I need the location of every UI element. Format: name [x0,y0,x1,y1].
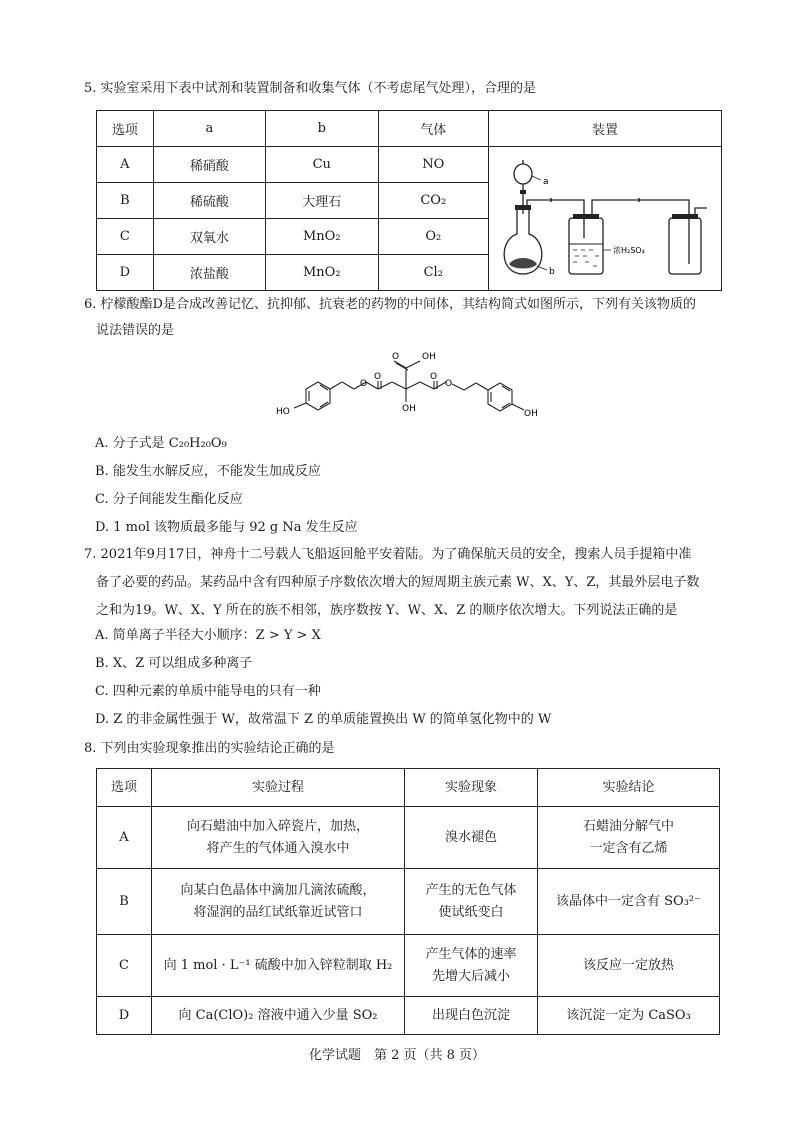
q5-cell-gas: NO [378,147,488,183]
table-row [97,869,720,935]
q5-header-a: a [153,111,265,147]
label-center-oh: OH [402,404,416,414]
q5-cell-option: D [97,255,154,291]
q8-procedure-line1: 向石蜡油中加入碎瓷片，加热， [186,818,369,834]
svg-text:O: O [445,379,453,389]
q6-stem-line1: 6. 柠檬酸酯D是合成改善记忆、抗抑郁、抗衰老的药物的中间体，其结构简式如图所示，下列有关该物质的 [84,297,696,312]
q8-conclusion-line2: 一定含有乙烯 [589,840,668,856]
label-right-oh: OH [524,409,538,419]
q5-cell-b: Cu [266,147,379,183]
q5-cell-gas: Cl₂ [378,255,488,291]
label-conc-sulfuric-acid: 浓H₂SO₄ [613,245,645,255]
svg-text:O: O [430,372,438,382]
svg-text:O: O [374,372,382,382]
q8-cell-conclusion: 该晶体中一定含有 SO₃²⁻ [538,869,720,935]
label-cooh-oh: OH [422,352,436,362]
label-a: a [543,176,549,187]
table-row [97,147,722,183]
q8-stem: 8. 下列由实验现象推出的实验结论正确的是 [84,741,335,756]
q8-cell-option: A [97,807,152,869]
q8-table [96,768,720,1035]
q6-option-c: C. 分子间能发生酯化反应 [95,492,243,507]
q6-option-d: D. 1 mol 该物质最多能与 92 g Na 发生反应 [95,520,358,535]
q5-cell-gas: O₂ [378,219,488,255]
q8-cell-option: C [97,935,152,997]
q6-option-a: A. 分子式是 C₂₀H₂₀O₉ [95,436,227,451]
q5-cell-b: MnO₂ [266,219,379,255]
q5-table [96,110,722,291]
citrate-ester-structure [268,342,568,432]
q5-cell-option: A [97,147,154,183]
q8-cell-procedure: 向 1 mol · L⁻¹ 硫酸中加入锌粒制取 H₂ [152,935,405,997]
q8-phenomenon-line1: 产生的无色气体 [425,882,517,898]
q8-phenomenon-line1: 产生气体的速率 [425,946,517,962]
q5-apparatus-cell [489,147,722,291]
table-row [97,997,720,1035]
q8-procedure-line1: 向某白色晶体中滴加几滴浓硫酸， [180,882,376,898]
q5-header-apparatus: 装置 [489,111,722,147]
q7-option-a: A. 简单离子半径大小顺序：Z > Y > X [95,628,321,643]
q7-option-d: D. Z 的非金属性强于 W，故常温下 Z 的单质能置换出 W 的简单氢化物中的 W [95,712,552,727]
q6-option-b: B. 能发生水解反应，不能发生加成反应 [95,464,321,479]
q5-cell-option: B [97,183,154,219]
q8-cell-conclusion: 该反应一定放热 [538,935,720,997]
q5-cell-b: MnO₂ [266,255,379,291]
q5-cell-b: 大理石 [266,183,379,219]
q8-phenomenon-line1: 溴水褪色 [444,829,497,845]
q5-header-gas: 气体 [378,111,488,147]
table-row [97,935,720,997]
q8-phenomenon-line2: 先增大后减小 [431,968,510,984]
q7-option-c: C. 四种元素的单质中能导电的只有一种 [95,684,321,699]
q8-cell-option: D [97,997,152,1035]
q5-stem: 5. 实验室采用下表中试剂和装置制备和收集气体（不考虑尾气处理），合理的是 [84,81,537,96]
q8-procedure-line2: 将产生的气体通入溴水中 [206,840,350,856]
q8-procedure-line2: 将湿润的品红试纸靠近试管口 [193,904,363,920]
q7-stem-line3: 之和为19。W、X、Y 所在的族不相邻，族序数按 Y、W、X、Z 的顺序依次增大。下列说法正确的是 [96,603,678,618]
q5-cell-a: 浓盐酸 [153,255,265,291]
q8-cell-procedure: 向 Ca(ClO)₂ 溶液中通入少量 SO₂ [152,997,405,1035]
q7-stem-line2: 备了必要的药品。某药品中含有四种原子序数依次增大的短周期主族元素 W、X、Y、Z，其最外层电子数 [96,575,700,590]
q5-cell-a: 稀硝酸 [153,147,265,183]
q8-header-procedure: 实验过程 [152,769,405,807]
q7-option-b: B. X、Z 可以组成多种离子 [95,656,253,671]
q8-cell-phenomenon [405,935,538,997]
q5-header-b: b [266,111,379,147]
svg-text:O: O [392,352,400,362]
q5-header-option: 选项 [97,111,154,147]
svg-text:O: O [360,379,368,389]
q8-cell-phenomenon: 出现白色沉淀 [405,997,538,1035]
q8-phenomenon-line2: 使试纸变白 [438,904,504,920]
q5-cell-a: 稀硫酸 [153,183,265,219]
q8-cell-procedure [152,869,405,935]
q6-stem-line2: 说法错误的是 [96,323,175,338]
q8-header-phenomenon: 实验现象 [405,769,538,807]
q5-cell-a: 双氧水 [153,219,265,255]
gas-apparatus-diagram [489,152,721,282]
label-b: b [549,266,555,277]
q5-cell-gas: CO₂ [378,183,488,219]
q8-cell-procedure [152,807,405,869]
page-footer: 化学试题 第 2 页（共 8 页） [308,1048,486,1063]
q7-stem-line1: 7. 2021年9月17日，神舟十二号载人飞船返回舱平安着陆。为了确保航天员的安全，搜索人员手提箱中准 [84,547,692,562]
q8-conclusion-line1: 石蜡油分解气中 [582,818,674,834]
q8-cell-phenomenon [405,807,538,869]
label-left-ho: HO [276,407,290,417]
table-row [97,807,720,869]
q8-cell-option: B [97,869,152,935]
q8-cell-conclusion [538,807,720,869]
q8-cell-phenomenon [405,869,538,935]
q8-header-conclusion: 实验结论 [538,769,720,807]
q8-cell-conclusion: 该沉淀一定为 CaSO₃ [538,997,720,1035]
q5-cell-option: C [97,219,154,255]
q8-header-option: 选项 [97,769,152,807]
